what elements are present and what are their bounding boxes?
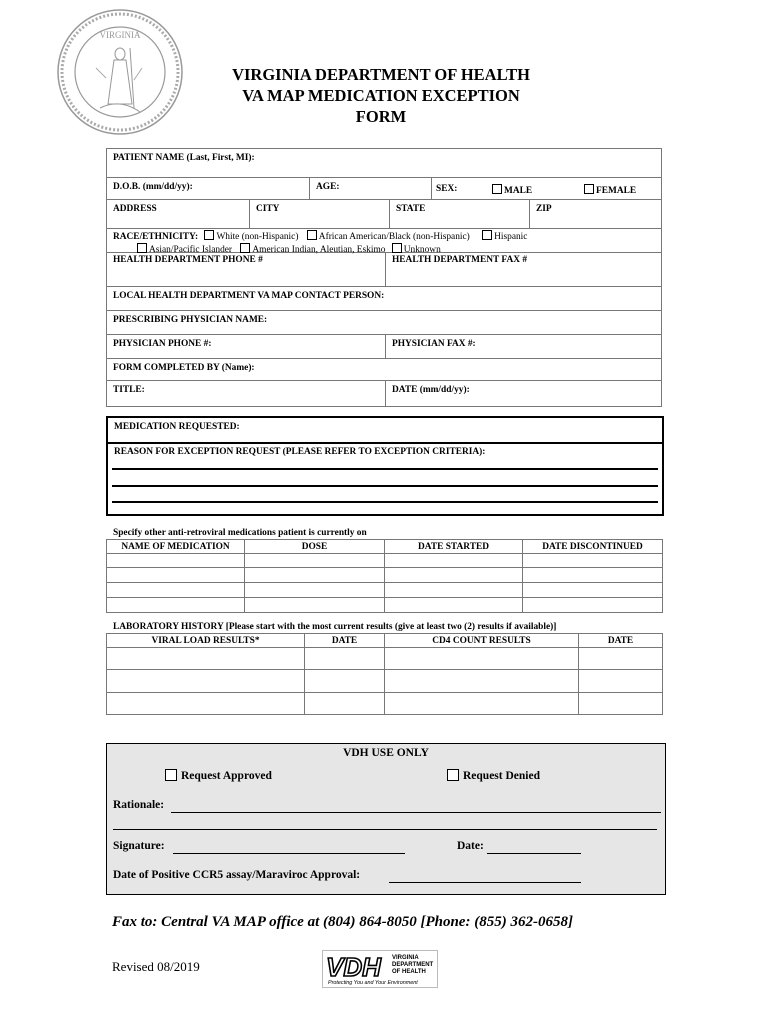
zip-field[interactable]	[529, 200, 661, 228]
table-row	[107, 554, 663, 568]
hd-fax-label: HEALTH DEPARTMENT FAX #	[392, 255, 528, 265]
logo-line-2: DEPARTMENT	[392, 962, 434, 968]
race-white-label: White (non-Hispanic)	[216, 232, 299, 242]
completed-by-label: FORM COMPLETED BY (Name):	[113, 363, 255, 373]
medication-requested-label: MEDICATION REQUESTED:	[114, 422, 240, 432]
ccr5-line[interactable]	[389, 882, 581, 883]
table-cell[interactable]	[385, 648, 579, 670]
table-row	[107, 598, 663, 613]
race-label: RACE/ETHNICITY:	[113, 232, 199, 242]
hd-phone-label: HEALTH DEPARTMENT PHONE #	[113, 255, 263, 265]
signature-line[interactable]	[173, 853, 405, 854]
table-cell[interactable]	[579, 670, 663, 693]
table-cell[interactable]	[107, 648, 305, 670]
race-unknown-checkbox[interactable]	[392, 243, 402, 253]
hd-fax-field[interactable]	[385, 253, 661, 286]
reason-label: REASON FOR EXCEPTION REQUEST (PLEASE REFER TO EXCEPTION CRITERIA):	[114, 447, 486, 457]
table-row	[107, 568, 663, 583]
race-row	[107, 229, 661, 253]
male-option[interactable]	[492, 184, 532, 196]
lab-caption: LABORATORY HISTORY [Please start with the most current results (give at least two (2) results if available)]	[113, 622, 557, 632]
vdh-logo-icon	[322, 950, 438, 988]
table-cell[interactable]	[245, 583, 385, 598]
zip-label: ZIP	[536, 204, 552, 214]
table-cell[interactable]	[385, 568, 523, 583]
contact-label: LOCAL HEALTH DEPARTMENT VA MAP CONTACT PERSON:	[113, 291, 385, 301]
lab-header-date-1: DATE	[305, 634, 385, 648]
arv-table	[106, 539, 663, 613]
race-black-label: African American/Black (non-Hispanic)	[318, 232, 470, 242]
logo-tagline: Protecting You and Your Environment	[328, 980, 418, 986]
city-label: CITY	[256, 204, 280, 214]
table-cell[interactable]	[523, 583, 663, 598]
vdh-date-label: Date:	[457, 840, 484, 852]
race-hispanic[interactable]	[482, 232, 527, 242]
logo-mark: VDH	[326, 952, 381, 982]
table-cell[interactable]	[385, 554, 523, 568]
arv-header-row	[107, 540, 663, 554]
patient-info-grid	[106, 148, 662, 407]
table-cell[interactable]	[385, 693, 579, 715]
lab-header-viral-load: VIRAL LOAD RESULTS*	[107, 634, 305, 648]
form-title	[200, 64, 562, 127]
title-line-1: VIRGINIA DEPARTMENT OF HEALTH	[232, 65, 530, 84]
contact-row[interactable]	[107, 287, 661, 311]
reason-line-1[interactable]	[112, 468, 658, 470]
completed-by-row[interactable]	[107, 359, 661, 381]
address-field[interactable]	[107, 200, 249, 228]
race-white[interactable]	[204, 232, 298, 242]
table-cell[interactable]	[245, 554, 385, 568]
rationale-line-2[interactable]	[113, 829, 657, 830]
race-unknown-label: Unknown	[403, 245, 441, 255]
lab-header-date-2: DATE	[579, 634, 663, 648]
table-cell[interactable]	[385, 598, 523, 613]
request-denied-label: Request Denied	[463, 770, 540, 782]
race-native-label: American Indian, Aleutian, Eskimo	[252, 245, 386, 255]
request-approved-label: Request Approved	[181, 770, 272, 782]
request-approved-checkbox[interactable]	[165, 769, 177, 781]
ccr5-label: Date of Positive CCR5 assay/Maraviroc Approval:	[113, 869, 361, 881]
hd-phone-row	[107, 253, 661, 287]
table-cell[interactable]	[305, 648, 385, 670]
age-label: AGE:	[316, 182, 340, 192]
physician-phone-row	[107, 335, 661, 359]
race-asian-label: Asian/Pacific Islander	[149, 245, 233, 255]
table-cell[interactable]	[107, 670, 305, 693]
table-cell[interactable]	[579, 693, 663, 715]
request-approved-option[interactable]	[165, 769, 272, 782]
table-row	[107, 670, 663, 693]
logo-line-3: OF HEALTH	[392, 969, 426, 975]
arv-caption: Specify other anti-retroviral medications patient is currently on	[113, 528, 367, 538]
female-checkbox[interactable]	[584, 184, 594, 194]
physician-label: PRESCRIBING PHYSICIAN NAME:	[113, 315, 268, 325]
title-label: TITLE:	[113, 385, 145, 395]
physician-fax-label: PHYSICIAN FAX #:	[392, 339, 476, 349]
table-cell[interactable]	[305, 693, 385, 715]
arv-header-started: DATE STARTED	[385, 540, 523, 554]
physician-fax-field[interactable]	[385, 335, 661, 358]
race-field	[107, 229, 661, 255]
arv-header-discontinued: DATE DISCONTINUED	[523, 540, 663, 554]
female-label: FEMALE	[596, 186, 637, 196]
physician-phone-label: PHYSICIAN PHONE #:	[113, 339, 212, 349]
virginia-seal-icon	[56, 8, 184, 136]
race-asian-checkbox[interactable]	[137, 243, 147, 253]
table-cell[interactable]	[245, 568, 385, 583]
lab-table	[106, 633, 663, 715]
rationale-line-1[interactable]	[171, 812, 661, 813]
hd-phone-field[interactable]	[107, 253, 385, 286]
logo-line-1: VIRGINIA	[392, 955, 419, 961]
date-field[interactable]	[385, 381, 661, 406]
title-line-3: FORM	[355, 107, 407, 126]
address-label: ADDRESS	[113, 204, 157, 214]
sex-field	[431, 178, 661, 199]
male-checkbox[interactable]	[492, 184, 502, 194]
state-field[interactable]	[389, 200, 529, 228]
vdh-date-line[interactable]	[487, 853, 581, 854]
lab-header-row	[107, 634, 663, 648]
address-row	[107, 200, 661, 229]
title-field[interactable]	[107, 381, 385, 406]
seal-text: VIRGINIA	[99, 30, 141, 40]
date-label: DATE (mm/dd/yy):	[392, 385, 470, 395]
female-option[interactable]	[584, 184, 636, 196]
sex-label: SEX:	[436, 184, 458, 194]
patient-name-label: PATIENT NAME (Last, First, MI):	[113, 153, 255, 163]
medication-requested-field[interactable]	[108, 418, 662, 444]
dob-label: D.O.B. (mm/dd/yy):	[113, 182, 193, 192]
table-cell[interactable]	[385, 670, 579, 693]
vdh-use-title: VDH USE ONLY	[343, 747, 429, 759]
table-cell[interactable]	[523, 554, 663, 568]
title-line-2: VA MAP MEDICATION EXCEPTION	[242, 86, 520, 105]
table-row	[107, 648, 663, 670]
race-black-checkbox[interactable]	[307, 230, 317, 240]
table-cell[interactable]	[107, 554, 245, 568]
state-label: STATE	[396, 204, 426, 214]
table-row	[107, 583, 663, 598]
race-native-checkbox[interactable]	[240, 243, 250, 253]
table-cell[interactable]	[523, 568, 663, 583]
table-cell[interactable]	[385, 583, 523, 598]
table-cell[interactable]	[107, 693, 305, 715]
medication-box	[106, 416, 664, 516]
fax-instructions: Fax to: Central VA MAP office at (804) 864-8050 [Phone: (855) 362-0658]	[112, 914, 573, 930]
patient-name-row[interactable]	[107, 149, 661, 178]
physician-phone-field[interactable]	[107, 335, 385, 358]
revised-date: Revised 08/2019	[112, 959, 200, 974]
race-hispanic-label: Hispanic	[494, 232, 528, 242]
vdh-use-only-box	[106, 743, 666, 895]
male-label: MALE	[504, 186, 533, 196]
lab-header-cd4: CD4 COUNT RESULTS	[385, 634, 579, 648]
table-cell[interactable]	[107, 583, 245, 598]
table-cell[interactable]	[579, 648, 663, 670]
race-white-checkbox[interactable]	[204, 230, 214, 240]
arv-header-dose: DOSE	[245, 540, 385, 554]
table-row	[107, 693, 663, 715]
reason-line-3[interactable]	[112, 501, 658, 503]
dob-field[interactable]	[107, 178, 309, 199]
physician-row[interactable]	[107, 311, 661, 335]
rationale-label: Rationale:	[113, 799, 165, 811]
request-denied-option[interactable]	[447, 769, 540, 782]
table-cell[interactable]	[523, 598, 663, 613]
title-date-row	[107, 381, 661, 407]
age-field[interactable]	[309, 178, 431, 199]
request-denied-checkbox[interactable]	[447, 769, 459, 781]
table-cell[interactable]	[245, 598, 385, 613]
signature-label: Signature:	[113, 840, 165, 852]
arv-header-name: NAME OF MEDICATION	[107, 540, 245, 554]
race-black[interactable]	[307, 232, 470, 242]
race-hispanic-checkbox[interactable]	[482, 230, 492, 240]
table-cell[interactable]	[107, 598, 245, 613]
dob-row	[107, 178, 661, 200]
table-cell[interactable]	[305, 670, 385, 693]
city-field[interactable]	[249, 200, 389, 228]
reason-line-2[interactable]	[112, 485, 658, 487]
table-cell[interactable]	[107, 568, 245, 583]
